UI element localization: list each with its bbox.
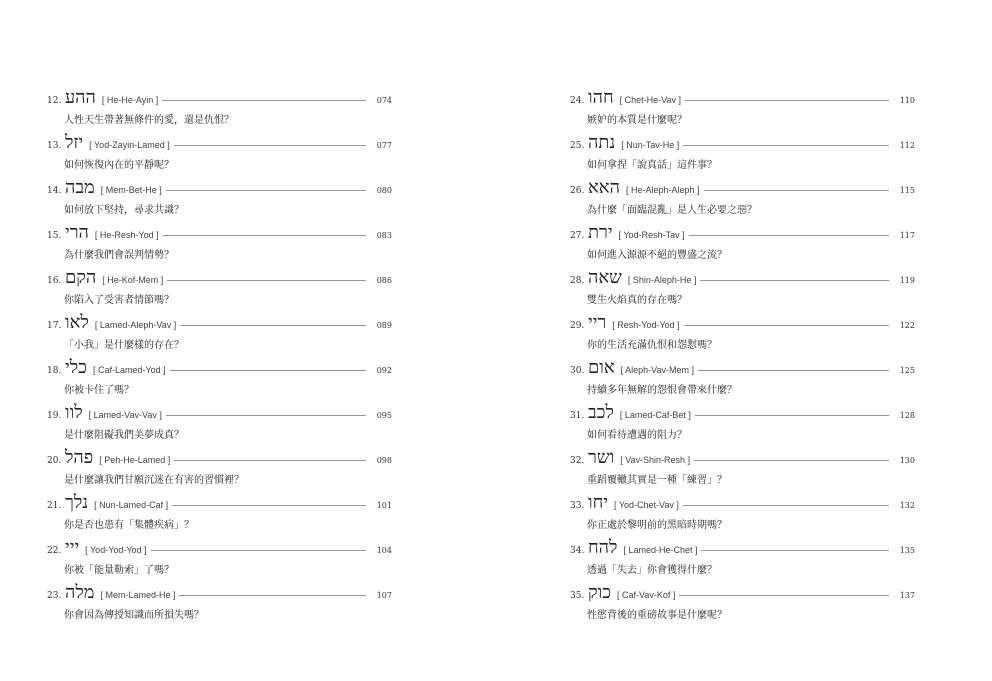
toc-entry-header <box>47 176 392 198</box>
toc-entry-header <box>47 311 392 333</box>
transliteration: [ Lamed-Vav-Vav ] <box>88 410 162 420</box>
page-number: 110 <box>899 96 915 105</box>
entry-number: 35. <box>570 591 585 601</box>
leader-line <box>700 280 889 281</box>
toc-entry-header <box>570 491 915 513</box>
hebrew-name: מבה <box>65 177 95 198</box>
toc-entry <box>570 491 915 536</box>
toc-entry-header <box>47 221 392 243</box>
entry-question: 透過「失去」你會獲得什麼？ <box>587 565 717 576</box>
entry-question: 如何進入源源不絕的豐盛之流？ <box>587 250 727 261</box>
entry-number: 34. <box>570 546 585 556</box>
hebrew-name: ירת <box>588 222 613 243</box>
page-number: 130 <box>899 456 915 465</box>
hebrew-name: פהל <box>65 447 94 468</box>
toc-entry <box>47 266 392 311</box>
toc-entry-header <box>570 221 915 243</box>
toc-entry-header <box>47 536 392 558</box>
leader-line <box>174 145 366 146</box>
transliteration: [ He-Aleph-Aleph ] <box>625 185 700 195</box>
leader-line <box>695 415 889 416</box>
entry-number: 32. <box>570 456 585 466</box>
page-number: 117 <box>899 231 915 240</box>
toc-entry <box>47 311 392 356</box>
toc-entry-header <box>570 356 915 378</box>
hebrew-name: לכב <box>588 402 614 423</box>
page-number: 119 <box>899 276 915 285</box>
page-number: 086 <box>376 276 392 285</box>
leader-line <box>704 190 889 191</box>
toc-entry <box>47 176 392 221</box>
hebrew-name: יזל <box>65 132 84 153</box>
entry-number: 18. <box>47 366 62 376</box>
leader-line <box>698 370 889 371</box>
entry-number: 20. <box>47 456 62 466</box>
page-number: 089 <box>376 321 392 330</box>
toc-entry <box>570 221 915 266</box>
leader-line <box>170 370 366 371</box>
hebrew-name: ההע <box>65 87 96 108</box>
toc-entry <box>570 131 915 176</box>
toc-entry-header <box>570 536 915 558</box>
toc-entry <box>47 446 392 491</box>
leader-line <box>172 505 366 506</box>
toc-entry <box>570 536 915 581</box>
entry-question: 重蹈覆轍其實是一種「練習」？ <box>587 475 727 486</box>
page-number: 095 <box>376 411 392 420</box>
toc-entry-header <box>47 266 392 288</box>
toc-entry-header <box>47 581 392 603</box>
toc-column-left <box>47 86 392 626</box>
hebrew-name: יחו <box>588 492 608 513</box>
toc-entry <box>47 491 392 536</box>
toc-entry-header <box>570 176 915 198</box>
page-number: 107 <box>376 591 392 600</box>
page-number: 137 <box>899 591 915 600</box>
entry-question: 雙生火焰真的存在嗎？ <box>587 295 687 306</box>
leader-line <box>179 595 366 596</box>
entry-number: 33. <box>570 501 585 511</box>
transliteration: [ Resh-Yod-Yod ] <box>612 320 680 330</box>
hebrew-name: נלך <box>65 492 89 513</box>
entry-number: 22. <box>47 546 62 556</box>
entry-number: 24. <box>570 96 585 106</box>
entry-question: 如何恢復內在的平靜呢？ <box>64 160 174 171</box>
leader-line <box>701 550 889 551</box>
page-number: 112 <box>899 141 915 150</box>
hebrew-name: האא <box>588 177 620 198</box>
entry-number: 29. <box>570 321 585 331</box>
hebrew-name: חהו <box>588 87 614 108</box>
hebrew-name: כלי <box>65 357 87 378</box>
entry-question: 嫉妒的本質是什麼呢？ <box>587 115 687 126</box>
leader-line <box>685 100 889 101</box>
transliteration: [ Lamed-He-Chet ] <box>623 545 698 555</box>
hebrew-name: להח <box>588 537 618 558</box>
toc-entry-header <box>47 491 392 513</box>
toc-entry <box>570 356 915 401</box>
page-number: 083 <box>376 231 392 240</box>
toc-entry-header <box>47 446 392 468</box>
toc-entry <box>570 311 915 356</box>
toc-entry <box>47 86 392 131</box>
entry-number: 19. <box>47 411 62 421</box>
toc-entry-header <box>47 86 392 108</box>
toc-entry <box>47 401 392 446</box>
toc-entry <box>47 356 392 401</box>
transliteration: [ Lamed-Caf-Bet ] <box>619 410 691 420</box>
transliteration: [ Vav-Shin-Resh ] <box>620 455 691 465</box>
transliteration: [ Lamed-Aleph-Vav ] <box>94 320 177 330</box>
toc-entry <box>47 221 392 266</box>
leader-line <box>679 595 889 596</box>
page-number: 092 <box>376 366 392 375</box>
leader-line <box>174 460 366 461</box>
entry-question: 你被「能量勒索」了嗎？ <box>64 565 174 576</box>
toc-entry <box>570 86 915 131</box>
hebrew-name: נתה <box>588 132 616 153</box>
transliteration: [ Aleph-Vav-Mem ] <box>620 365 694 375</box>
leader-line <box>694 460 889 461</box>
entry-number: 30. <box>570 366 585 376</box>
leader-line <box>162 100 366 101</box>
leader-line <box>180 325 366 326</box>
leader-line <box>684 325 889 326</box>
transliteration: [ Yod-Resh-Tav ] <box>618 230 685 240</box>
leader-line <box>151 550 366 551</box>
entry-number: 21. <box>47 501 62 511</box>
entry-number: 23. <box>47 591 62 601</box>
entry-question: 你被卡住了嗎？ <box>64 385 134 396</box>
entry-number: 26. <box>570 186 585 196</box>
toc-entry-header <box>47 131 392 153</box>
hebrew-name: כוק <box>588 582 612 603</box>
transliteration: [ Shin-Aleph-He ] <box>627 275 697 285</box>
page-number: 115 <box>899 186 915 195</box>
page-number: 122 <box>899 321 915 330</box>
toc-entry <box>570 581 915 626</box>
page-number: 077 <box>376 141 392 150</box>
hebrew-name: הרי <box>65 222 89 243</box>
transliteration: [ Mem-Bet-He ] <box>100 185 162 195</box>
hebrew-name: ייי <box>65 537 80 558</box>
entry-number: 28. <box>570 276 585 286</box>
hebrew-name: מלה <box>65 582 95 603</box>
toc-entry-header <box>570 401 915 423</box>
entry-number: 13. <box>47 141 62 151</box>
hebrew-name: שאה <box>588 267 622 288</box>
entry-number: 31. <box>570 411 585 421</box>
toc-entry-header <box>570 446 915 468</box>
hebrew-name: ריי <box>588 312 607 333</box>
toc-entry-header <box>570 86 915 108</box>
hebrew-name: ושר <box>588 447 615 468</box>
transliteration: [ Yod-Zayin-Lamed ] <box>89 140 170 150</box>
entry-number: 17. <box>47 321 62 331</box>
entry-question: 「小我」是什麼樣的存在？ <box>64 340 184 351</box>
page-number: 128 <box>899 411 915 420</box>
transliteration: [ Mem-Lamed-He ] <box>100 590 176 600</box>
entry-question: 是什麼讓我們甘願沉迷在有害的習慣裡？ <box>64 475 244 486</box>
transliteration: [ He-Kof-Mem ] <box>102 275 164 285</box>
entry-question: 性慾背後的重磅故事是什麼呢？ <box>587 610 727 621</box>
entry-question: 你會因為傳授知識而所損失嗎？ <box>64 610 204 621</box>
page-number: 135 <box>899 546 915 555</box>
entry-question: 持續多年無解的怨恨會帶來什麼？ <box>587 385 737 396</box>
page-number: 104 <box>376 546 392 555</box>
hebrew-name: לוו <box>65 402 83 423</box>
transliteration: [ Chet-He-Vav ] <box>619 95 681 105</box>
entry-number: 15. <box>47 231 62 241</box>
toc-entry <box>570 266 915 311</box>
leader-line <box>689 235 889 236</box>
toc-entry-header <box>47 401 392 423</box>
entry-question: 為什麼我們會誤判情勢？ <box>64 250 174 261</box>
hebrew-name: אום <box>588 357 615 378</box>
page-number: 080 <box>376 186 392 195</box>
toc-entry <box>570 446 915 491</box>
entry-question: 人性天生帶著無條件的愛，還是仇恨？ <box>64 115 234 126</box>
hebrew-name: הקם <box>65 267 97 288</box>
transliteration: [ Yod-Chet-Vav ] <box>613 500 679 510</box>
entry-number: 14. <box>47 186 62 196</box>
leader-line <box>166 190 366 191</box>
entry-number: 12. <box>47 96 62 106</box>
leader-line <box>163 235 366 236</box>
toc-entry-header <box>570 581 915 603</box>
leader-line <box>683 145 889 146</box>
toc-column-right <box>570 86 915 626</box>
transliteration: [ Nun-Lamed-Caf ] <box>94 500 169 510</box>
entry-question: 是什麼阻礙我們美夢成真？ <box>64 430 184 441</box>
toc-entry-header <box>47 356 392 378</box>
page-number: 098 <box>376 456 392 465</box>
transliteration: [ Nun-Tav-He ] <box>621 140 680 150</box>
transliteration: [ Yod-Yod-Yod ] <box>85 545 147 555</box>
leader-line <box>166 415 366 416</box>
page-number: 101 <box>376 501 392 510</box>
hebrew-name: לאו <box>65 312 89 333</box>
entry-question: 如何拿捏「說真話」這件事？ <box>587 160 717 171</box>
page-number: 074 <box>376 96 392 105</box>
page-number: 125 <box>899 366 915 375</box>
toc-entry <box>47 581 392 626</box>
transliteration: [ Caf-Lamed-Yod ] <box>92 365 166 375</box>
entry-question: 你正處於黎明前的黑暗時期嗎？ <box>587 520 727 531</box>
entry-number: 27. <box>570 231 585 241</box>
entry-question: 如何看待遭遇的阻力？ <box>587 430 687 441</box>
entry-question: 如何放下堅持，尋求共識？ <box>64 205 184 216</box>
entry-question: 你的生活充滿仇恨和怨懟嗎？ <box>587 340 717 351</box>
entry-question: 為什麼「面臨混亂」是人生必要之惡？ <box>587 205 757 216</box>
toc-entry-header <box>570 311 915 333</box>
entry-question: 你陷入了受害者情節嗎？ <box>64 295 174 306</box>
leader-line <box>683 505 889 506</box>
entry-number: 16. <box>47 276 62 286</box>
entry-question: 你是否也患有「集體疾病」？ <box>64 520 194 531</box>
transliteration: [ He-He-Ayin ] <box>101 95 159 105</box>
toc-entry <box>47 131 392 176</box>
toc-entry-header <box>570 266 915 288</box>
toc-entry <box>47 536 392 581</box>
leader-line <box>167 280 366 281</box>
entry-number: 25. <box>570 141 585 151</box>
transliteration: [ Peh-He-Lamed ] <box>99 455 171 465</box>
toc-entry <box>570 401 915 446</box>
toc-entry <box>570 176 915 221</box>
transliteration: [ Caf-Vav-Kof ] <box>617 590 676 600</box>
toc-entry-header <box>570 131 915 153</box>
transliteration: [ He-Resh-Yod ] <box>94 230 159 240</box>
page-number: 132 <box>899 501 915 510</box>
